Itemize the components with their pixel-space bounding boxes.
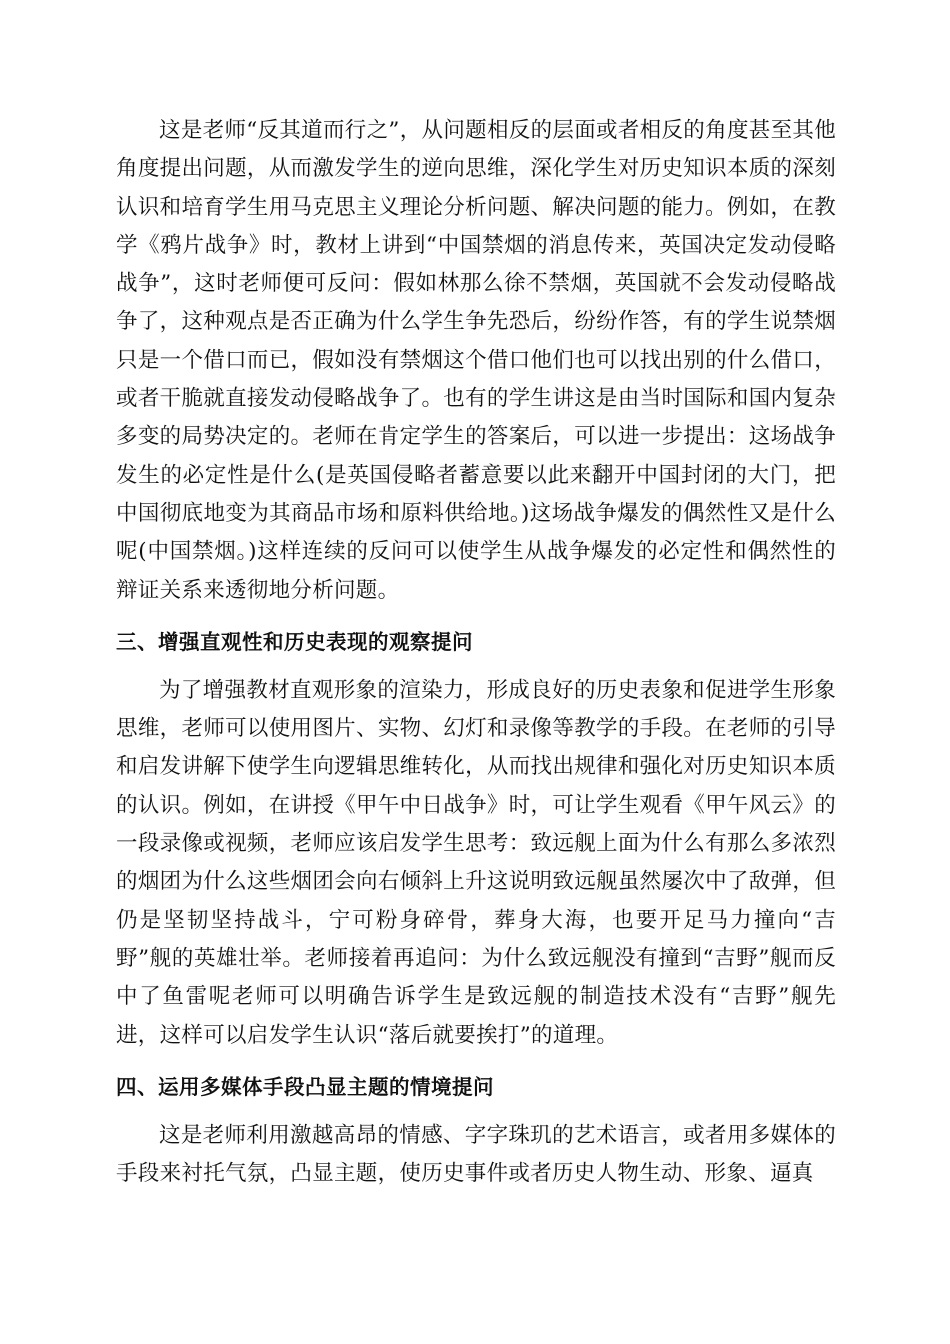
paragraph-reverse-questioning: 这是老师“反其道而行之”，从问题相反的层面或者相反的角度甚至其他角度提出问题，从而激发学生的逆向思维，深化学生对历史知识本质的深刻认识和培育学生用马克思主义理论分析问题、解决问题的能力。例如，在教学《鸦片战争》时，教材上讲到“中国禁烟的消息传来，英国决定发动侵略战争”，这时老师便可反问：假如林那么徐不禁烟，英国就不会发动侵略战争了，这种观点是否正确为什么学生争先恐后，纷纷作答，有的学生说禁烟只是一个借口而已，假如没有禁烟这个借口他们也可以找出别的什么借口，或者干脆就直接发动侵略战争了。也有的学生讲这是由当时国际和国内复杂多变的局势决定的。老师在肯定学生的答案后，可以进一步提出：这场战争发生的必定性是什么(是英国侵略者蓄意要以此来翻开中国封闭的大门，把中国彻底地变为其商品市场和原料供给地。)这场战争爆发的偶然性又是什么呢(中国禁烟。)这样连续的反问可以使学生从战争爆发的必定性和偶然性的辩证关系来透彻地分析问题。 — [116, 118, 836, 603]
section-heading-3: 三、增强直观性和历史表现的观察提问 — [116, 629, 473, 654]
paragraph-multimedia-questioning: 这是老师利用激越高昂的情感、字字珠玑的艺术语言，或者用多媒体的手段来衬托气氛，凸显主题，使历史事件或者历史人物生动、形象、逼真 — [116, 1122, 836, 1187]
section-heading-4: 四、运用多媒体手段凸显主题的情境提问 — [116, 1074, 494, 1099]
paragraph-observation-questioning: 为了增强教材直观形象的渲染力，形成良好的历史表象和促进学生形象思维，老师可以使用图片、实物、幻灯和录像等教学的手段。在老师的引导和启发讲解下使学生向逻辑思维转化，从而找出规律和强化对历史知识本质的认识。例如，在讲授《甲午中日战争》时，可让学生观看《甲午风云》的一段录像或视频，老师应该启发学生思考：致远舰上面为什么有那么多浓烈的烟团为什么这些烟团会向右倾斜上升这说明致远舰虽然屡次中了敌弹，但仍是坚韧坚持战斗，宁可粉身碎骨，葬身大海，也要开足马力撞向“吉野”舰的英雄壮举。老师接着再追问：为什么致远舰没有撞到“吉野”舰而反中了鱼雷呢老师可以明确告诉学生是致远舰的制造技术没有“吉野”舰先进，这样可以启发学生认识“落后就要挨打”的道理。 — [116, 677, 836, 1048]
